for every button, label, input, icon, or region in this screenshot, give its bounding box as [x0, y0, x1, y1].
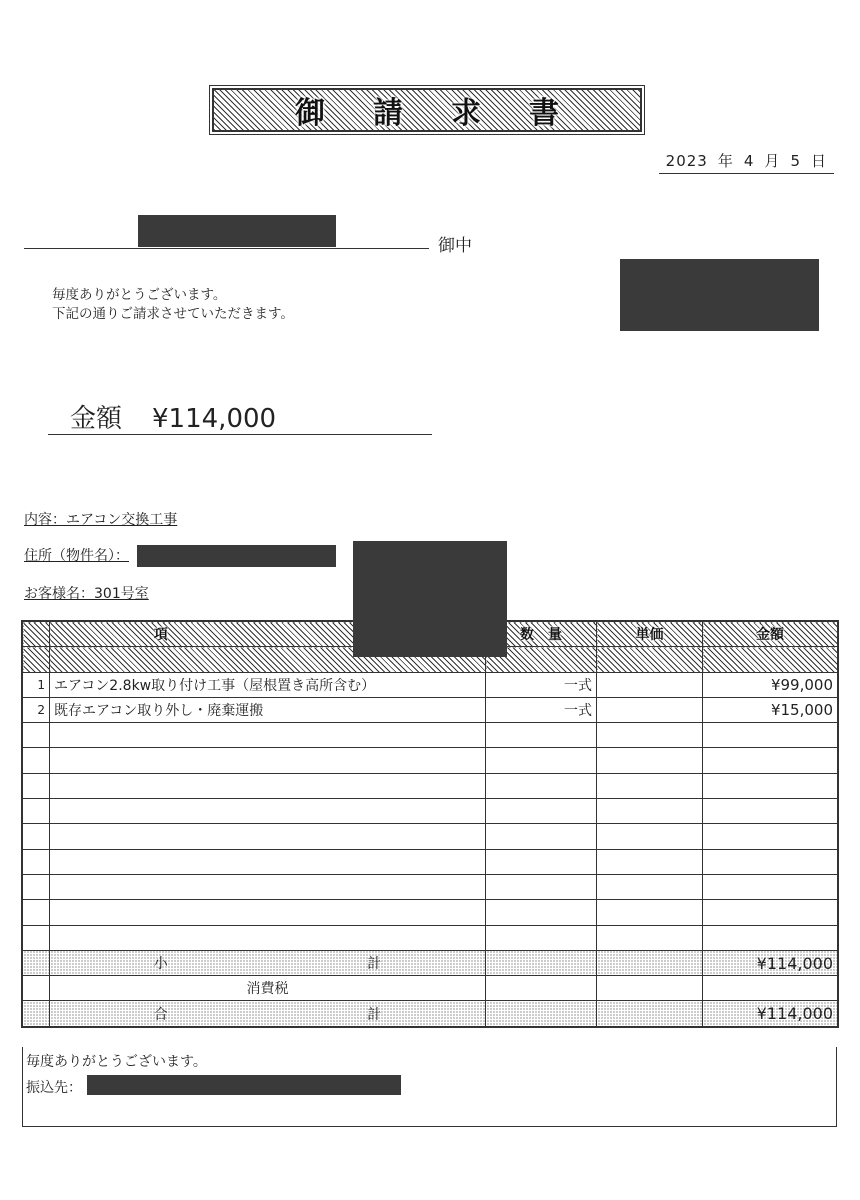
cell [703, 925, 838, 950]
cell [597, 976, 703, 1001]
cell [486, 900, 597, 925]
amount-label: 金額 [70, 404, 123, 434]
cell [23, 925, 50, 950]
row-quantity: 一式 [486, 672, 597, 697]
cell [597, 874, 703, 899]
page-title: 御請求書 [295, 96, 607, 131]
greeting-line-1: 毎度ありがとうございます。 [52, 287, 227, 303]
cell [23, 723, 50, 748]
header-unit-price-cell [597, 622, 703, 647]
row-amount: ¥15,000 [703, 697, 838, 722]
cell [486, 748, 597, 773]
empty-row [23, 849, 838, 874]
header-cell [597, 647, 703, 672]
amount-underline [48, 434, 432, 435]
content-line: 内容：エアコン交換工事 [24, 512, 178, 528]
cell [23, 748, 50, 773]
empty-row [23, 723, 838, 748]
cell [486, 799, 597, 824]
cell [50, 723, 486, 748]
subtotal-label-cell [50, 950, 486, 975]
cell [50, 925, 486, 950]
cell [50, 748, 486, 773]
empty-row [23, 799, 838, 824]
cell [486, 976, 597, 1001]
header-amount-cell [703, 622, 838, 647]
cell [703, 824, 838, 849]
addressee-honorific: 御中 [438, 236, 472, 256]
empty-row [23, 900, 838, 925]
cell [23, 976, 50, 1001]
subtotal-label-right: 計 [367, 956, 382, 972]
cell [703, 723, 838, 748]
cell [486, 1001, 597, 1026]
cell [597, 773, 703, 798]
cell [486, 773, 597, 798]
header-amount: 金額 [756, 627, 784, 644]
table-row [23, 672, 838, 697]
customer-line: お客様名：301号室 [24, 586, 149, 602]
tax-amount [703, 976, 838, 1001]
row-quantity: 一式 [486, 697, 597, 722]
cell [597, 723, 703, 748]
cell [50, 874, 486, 899]
row-unit-price [597, 697, 703, 722]
cell [486, 824, 597, 849]
footer-thanks: 毎度ありがとうございます。 [26, 1054, 207, 1070]
row-description: エアコン2.8kw取り付け工事（屋根置き高所含む） [50, 672, 486, 697]
tax-row [23, 976, 838, 1001]
cell [597, 824, 703, 849]
total-amount [70, 398, 276, 435]
header-item-left: 項 [153, 627, 168, 644]
empty-row [23, 773, 838, 798]
cell [23, 799, 50, 824]
addressee-underline [24, 248, 429, 249]
header-cell [703, 647, 838, 672]
redacted-addressee [138, 215, 336, 247]
subtotal-row [23, 950, 838, 975]
header-quantity: 数 量 [520, 627, 562, 644]
amount-value: ¥114,000 [152, 404, 277, 434]
total-label-right: 計 [367, 1006, 382, 1023]
subtotal-amount: ¥114,000 [703, 950, 838, 975]
row-no: 2 [23, 697, 50, 722]
row-unit-price [597, 672, 703, 697]
cell [23, 1001, 50, 1026]
cell [597, 925, 703, 950]
cell [23, 900, 50, 925]
greeting [52, 286, 294, 324]
cell [703, 900, 838, 925]
cell [486, 925, 597, 950]
row-no: 1 [23, 672, 50, 697]
total-label-cell [50, 1001, 486, 1026]
header-unit-price: 単価 [635, 627, 664, 644]
total-label-left: 合 [153, 1006, 168, 1023]
empty-row [23, 824, 838, 849]
table-row [23, 697, 838, 722]
empty-row [23, 748, 838, 773]
cell [50, 773, 486, 798]
cell [486, 849, 597, 874]
date-month: 4 [743, 152, 755, 170]
cell [597, 799, 703, 824]
cell [703, 799, 838, 824]
tax-label: 消費税 [50, 976, 486, 1001]
cell [703, 874, 838, 899]
bank-label: 振込先： [26, 1080, 82, 1096]
cell [23, 874, 50, 899]
cell [23, 773, 50, 798]
cell [597, 950, 703, 975]
items-table [22, 621, 838, 1027]
footer-box [22, 1047, 837, 1127]
cell [23, 849, 50, 874]
cell [486, 723, 597, 748]
cell [50, 849, 486, 874]
cell [597, 849, 703, 874]
cell [23, 824, 50, 849]
cell [50, 900, 486, 925]
header-no-cell [23, 622, 50, 647]
redacted-bank [87, 1075, 401, 1095]
date-month-label: 月 [764, 152, 781, 170]
date-day-label: 日 [810, 152, 827, 170]
cell [486, 950, 597, 975]
empty-row [23, 874, 838, 899]
empty-row [23, 925, 838, 950]
total-amount-cell: ¥114,000 [703, 1001, 838, 1026]
total-row [23, 1001, 838, 1026]
invoice-date [659, 150, 834, 174]
header-cell [23, 647, 50, 672]
cell [486, 874, 597, 899]
redacted-address [137, 545, 336, 567]
redacted-block [353, 541, 507, 657]
date-day: 5 [790, 152, 801, 170]
cell [23, 950, 50, 975]
cell [597, 748, 703, 773]
subtotal-label-left: 小 [153, 956, 168, 972]
row-amount: ¥99,000 [703, 672, 838, 697]
cell [703, 748, 838, 773]
title-box [212, 88, 642, 132]
date-year-label: 年 [717, 152, 734, 170]
cell [597, 1001, 703, 1026]
cell [50, 824, 486, 849]
cell [703, 849, 838, 874]
greeting-line-2: 下記の通りご請求させていただきます。 [52, 306, 294, 322]
address-label: 住所（物件名）： [24, 548, 129, 564]
cell [597, 900, 703, 925]
cell [50, 799, 486, 824]
redacted-issuer [620, 259, 819, 331]
cell [703, 773, 838, 798]
date-year: 2023 [665, 152, 708, 170]
row-description: 既存エアコン取り外し・廃棄運搬 [50, 697, 486, 722]
